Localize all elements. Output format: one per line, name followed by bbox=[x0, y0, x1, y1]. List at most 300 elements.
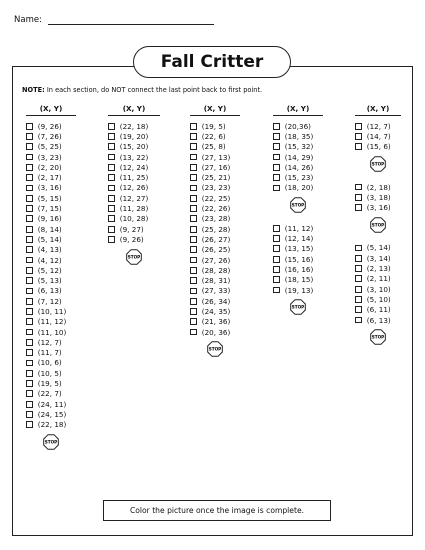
point-checkbox[interactable] bbox=[273, 266, 280, 273]
column-header: (X, Y) bbox=[273, 104, 323, 116]
point-item bbox=[190, 152, 240, 162]
point-label: (5, 25) bbox=[37, 142, 62, 152]
point-item bbox=[355, 142, 401, 152]
point-label: (27, 26) bbox=[201, 255, 231, 265]
stop-text: STOP bbox=[291, 202, 305, 208]
point-label: (19, 5) bbox=[37, 379, 62, 389]
point-checkbox[interactable] bbox=[108, 164, 115, 171]
point-label: (23, 28) bbox=[201, 214, 231, 224]
point-checkbox[interactable] bbox=[108, 133, 115, 140]
point-checkbox[interactable] bbox=[273, 174, 280, 181]
point-item bbox=[190, 162, 240, 172]
point-checkbox[interactable] bbox=[26, 205, 33, 212]
point-item bbox=[26, 358, 76, 368]
point-checkbox[interactable] bbox=[355, 204, 362, 211]
point-checkbox[interactable] bbox=[355, 317, 362, 324]
point-item bbox=[190, 234, 240, 244]
point-checkbox[interactable] bbox=[26, 174, 33, 181]
point-checkbox[interactable] bbox=[26, 380, 33, 387]
point-label: (11, 12) bbox=[284, 223, 314, 233]
point-item bbox=[273, 264, 323, 274]
stop-text: STOP bbox=[44, 439, 58, 445]
point-label: (14, 29) bbox=[284, 152, 314, 162]
point-checkbox[interactable] bbox=[190, 267, 197, 274]
point-checkbox[interactable] bbox=[108, 236, 115, 243]
point-item bbox=[273, 254, 323, 264]
point-item bbox=[273, 131, 323, 141]
point-checkbox[interactable] bbox=[108, 215, 115, 222]
point-label: (19, 20) bbox=[119, 131, 149, 141]
point-label: (25, 8) bbox=[201, 142, 226, 152]
point-item bbox=[355, 263, 401, 273]
point-label: (19, 13) bbox=[284, 285, 314, 295]
note-label: NOTE: bbox=[22, 86, 45, 94]
point-checkbox[interactable] bbox=[273, 287, 280, 294]
point-checkbox[interactable] bbox=[26, 339, 33, 346]
point-label: (3, 10) bbox=[366, 284, 391, 294]
point-label: (2, 13) bbox=[366, 264, 391, 274]
point-checkbox[interactable] bbox=[190, 143, 197, 150]
point-label: (9, 26) bbox=[119, 234, 144, 244]
point-item bbox=[26, 255, 76, 265]
point-checkbox[interactable] bbox=[108, 123, 115, 130]
point-label: (5, 13) bbox=[37, 276, 62, 286]
point-checkbox[interactable] bbox=[26, 195, 33, 202]
point-checkbox[interactable] bbox=[26, 226, 33, 233]
point-item bbox=[108, 183, 160, 193]
point-label: (25, 28) bbox=[201, 224, 231, 234]
point-item bbox=[108, 131, 160, 141]
point-checkbox[interactable] bbox=[26, 133, 33, 140]
point-item bbox=[26, 162, 76, 172]
point-label: (5, 10) bbox=[366, 294, 391, 304]
point-label: (5, 14) bbox=[37, 234, 62, 244]
point-checkbox[interactable] bbox=[190, 277, 197, 284]
point-checkbox[interactable] bbox=[26, 277, 33, 284]
stop-text: STOP bbox=[371, 161, 385, 167]
point-label: (20, 36) bbox=[201, 327, 231, 337]
point-checkbox[interactable] bbox=[26, 257, 33, 264]
point-label: (10, 5) bbox=[37, 368, 62, 378]
point-label: (9, 26) bbox=[37, 121, 62, 131]
point-item bbox=[355, 243, 401, 253]
point-label: (6, 13) bbox=[366, 315, 391, 325]
column-header: (X, Y) bbox=[190, 104, 240, 116]
point-checkbox[interactable] bbox=[108, 195, 115, 202]
point-checkbox[interactable] bbox=[26, 370, 33, 377]
point-label: (12, 27) bbox=[119, 193, 149, 203]
point-label: (21, 36) bbox=[201, 317, 231, 327]
point-label: (15, 20) bbox=[119, 142, 149, 152]
point-label: (22, 26) bbox=[201, 204, 231, 214]
point-checkbox[interactable] bbox=[26, 143, 33, 150]
point-label: (15, 16) bbox=[284, 254, 314, 264]
point-checkbox[interactable] bbox=[26, 236, 33, 243]
point-item bbox=[190, 172, 240, 182]
stop-sign-icon bbox=[370, 217, 386, 233]
point-checkbox[interactable] bbox=[273, 245, 280, 252]
point-checkbox[interactable] bbox=[355, 143, 362, 150]
point-label: (18, 20) bbox=[284, 183, 314, 193]
point-label: (22, 7) bbox=[37, 389, 62, 399]
point-label: (3, 18) bbox=[366, 192, 391, 202]
point-checkbox[interactable] bbox=[190, 164, 197, 171]
point-label: (4, 13) bbox=[37, 245, 62, 255]
point-label: (18, 15) bbox=[284, 275, 314, 285]
point-label: (4, 12) bbox=[37, 255, 62, 265]
point-item bbox=[26, 265, 76, 275]
point-item bbox=[273, 172, 323, 182]
point-checkbox[interactable] bbox=[108, 185, 115, 192]
point-label: (28, 31) bbox=[201, 276, 231, 286]
point-label: (2, 17) bbox=[37, 173, 62, 183]
point-checkbox[interactable] bbox=[190, 154, 197, 161]
point-checkbox[interactable] bbox=[108, 154, 115, 161]
point-label: (19, 5) bbox=[201, 121, 226, 131]
point-label: (12, 26) bbox=[119, 183, 149, 193]
stop-sign-icon bbox=[370, 156, 386, 172]
point-checkbox[interactable] bbox=[355, 194, 362, 201]
point-item bbox=[26, 327, 76, 337]
point-checkbox[interactable] bbox=[273, 123, 280, 130]
point-checkbox[interactable] bbox=[190, 298, 197, 305]
point-label: (3, 14) bbox=[366, 253, 391, 263]
point-item bbox=[26, 183, 76, 193]
point-item bbox=[190, 203, 240, 213]
point-item bbox=[355, 192, 401, 202]
point-label: (27, 13) bbox=[201, 152, 231, 162]
point-item bbox=[273, 183, 323, 193]
point-item bbox=[190, 317, 240, 327]
column-2 bbox=[108, 104, 160, 267]
point-checkbox[interactable] bbox=[26, 421, 33, 428]
point-checkbox[interactable] bbox=[26, 246, 33, 253]
note bbox=[22, 86, 262, 94]
point-item bbox=[26, 296, 76, 306]
point-checkbox[interactable] bbox=[108, 143, 115, 150]
column-3 bbox=[190, 104, 240, 359]
point-item bbox=[355, 294, 401, 304]
point-checkbox[interactable] bbox=[355, 255, 362, 262]
point-item bbox=[355, 131, 401, 141]
point-item bbox=[26, 203, 76, 213]
point-item bbox=[26, 121, 76, 131]
name-line[interactable] bbox=[48, 24, 214, 25]
point-label: (7, 12) bbox=[37, 296, 62, 306]
point-item bbox=[190, 183, 240, 193]
point-item bbox=[190, 255, 240, 265]
point-label: (24, 35) bbox=[201, 306, 231, 316]
point-checkbox[interactable] bbox=[355, 286, 362, 293]
point-checkbox[interactable] bbox=[355, 133, 362, 140]
point-item bbox=[273, 244, 323, 254]
point-item bbox=[26, 399, 76, 409]
point-label: (26, 34) bbox=[201, 296, 231, 306]
point-item bbox=[26, 348, 76, 358]
point-item bbox=[273, 142, 323, 152]
point-label: (23, 23) bbox=[201, 183, 231, 193]
point-item bbox=[26, 172, 76, 182]
point-item bbox=[26, 275, 76, 285]
point-checkbox[interactable] bbox=[26, 318, 33, 325]
point-label: (16, 16) bbox=[284, 264, 314, 274]
point-item bbox=[26, 234, 76, 244]
point-item bbox=[190, 214, 240, 224]
point-item bbox=[26, 193, 76, 203]
point-label: (10, 28) bbox=[119, 214, 149, 224]
point-checkbox[interactable] bbox=[190, 205, 197, 212]
point-checkbox[interactable] bbox=[273, 154, 280, 161]
point-item bbox=[26, 378, 76, 388]
column-header: (X, Y) bbox=[26, 104, 76, 116]
point-checkbox[interactable] bbox=[355, 265, 362, 272]
point-item bbox=[190, 224, 240, 234]
stop-sign-icon bbox=[207, 341, 223, 357]
point-checkbox[interactable] bbox=[108, 226, 115, 233]
point-item bbox=[355, 274, 401, 284]
point-checkbox[interactable] bbox=[190, 288, 197, 295]
point-checkbox[interactable] bbox=[108, 174, 115, 181]
stop-text: STOP bbox=[371, 334, 385, 340]
point-checkbox[interactable] bbox=[26, 390, 33, 397]
point-item bbox=[355, 305, 401, 315]
point-item bbox=[108, 142, 160, 152]
point-item bbox=[26, 306, 76, 316]
point-label: (27, 33) bbox=[201, 286, 231, 296]
point-label: (11, 7) bbox=[37, 348, 62, 358]
point-item bbox=[108, 203, 160, 213]
point-checkbox[interactable] bbox=[355, 245, 362, 252]
point-checkbox[interactable] bbox=[190, 215, 197, 222]
point-checkbox[interactable] bbox=[26, 329, 33, 336]
note-text: In each section, do NOT connect the last point back to first point. bbox=[44, 86, 263, 94]
column-1 bbox=[26, 104, 76, 452]
point-label: (11, 25) bbox=[119, 173, 149, 183]
point-item bbox=[26, 152, 76, 162]
point-item bbox=[190, 275, 240, 285]
point-item bbox=[26, 142, 76, 152]
point-checkbox[interactable] bbox=[190, 133, 197, 140]
point-item bbox=[190, 265, 240, 275]
point-item bbox=[26, 337, 76, 347]
point-item bbox=[190, 193, 240, 203]
stop-text: STOP bbox=[371, 222, 385, 228]
point-item bbox=[108, 172, 160, 182]
point-checkbox[interactable] bbox=[190, 226, 197, 233]
point-checkbox[interactable] bbox=[273, 185, 280, 192]
stop-sign-icon bbox=[126, 249, 142, 265]
point-label: (12, 14) bbox=[284, 234, 314, 244]
point-label: (5, 15) bbox=[37, 193, 62, 203]
point-label: (2, 20) bbox=[37, 162, 62, 172]
point-label: (13, 15) bbox=[284, 244, 314, 254]
point-item bbox=[108, 121, 160, 131]
point-label: (24, 11) bbox=[37, 399, 67, 409]
point-label: (28, 28) bbox=[201, 265, 231, 275]
point-checkbox[interactable] bbox=[273, 225, 280, 232]
point-label: (3, 16) bbox=[37, 183, 62, 193]
point-label: (7, 15) bbox=[37, 204, 62, 214]
point-label: (15, 32) bbox=[284, 142, 314, 152]
point-item bbox=[273, 162, 323, 172]
point-label: (25, 21) bbox=[201, 173, 231, 183]
point-item bbox=[26, 224, 76, 234]
point-item bbox=[273, 233, 323, 243]
point-label: (12, 7) bbox=[366, 121, 391, 131]
point-item bbox=[26, 131, 76, 141]
point-item bbox=[26, 245, 76, 255]
point-item bbox=[108, 214, 160, 224]
point-checkbox[interactable] bbox=[190, 257, 197, 264]
name-label: Name: bbox=[14, 15, 42, 25]
stop-sign-icon bbox=[290, 299, 306, 315]
point-label: (5, 12) bbox=[37, 265, 62, 275]
point-item bbox=[273, 275, 323, 285]
point-label: (5, 14) bbox=[366, 243, 391, 253]
point-label: (12, 7) bbox=[37, 337, 62, 347]
stop-text: STOP bbox=[291, 304, 305, 310]
point-item bbox=[190, 296, 240, 306]
point-checkbox[interactable] bbox=[190, 236, 197, 243]
point-item bbox=[355, 182, 401, 192]
point-checkbox[interactable] bbox=[273, 164, 280, 171]
point-checkbox[interactable] bbox=[26, 411, 33, 418]
point-label: (13, 22) bbox=[119, 152, 149, 162]
point-label: (8, 14) bbox=[37, 224, 62, 234]
point-checkbox[interactable] bbox=[26, 185, 33, 192]
point-checkbox[interactable] bbox=[355, 306, 362, 313]
stop-text: STOP bbox=[127, 254, 141, 260]
point-checkbox[interactable] bbox=[190, 329, 197, 336]
point-label: (18, 35) bbox=[284, 131, 314, 141]
point-item bbox=[355, 121, 401, 131]
page-title: Fall Critter bbox=[160, 52, 264, 72]
point-item bbox=[355, 202, 401, 212]
point-item bbox=[26, 409, 76, 419]
point-label: (6, 11) bbox=[366, 305, 391, 315]
point-item bbox=[26, 286, 76, 296]
point-label: (27, 16) bbox=[201, 162, 231, 172]
point-label: (7, 26) bbox=[37, 131, 62, 141]
point-item bbox=[355, 253, 401, 263]
point-item bbox=[190, 306, 240, 316]
point-item bbox=[273, 223, 323, 233]
column-4 bbox=[273, 104, 323, 317]
point-item bbox=[273, 285, 323, 295]
point-label: (11, 28) bbox=[119, 204, 149, 214]
point-checkbox[interactable] bbox=[190, 185, 197, 192]
point-label: (12, 24) bbox=[119, 162, 149, 172]
point-checkbox[interactable] bbox=[190, 195, 197, 202]
point-checkbox[interactable] bbox=[26, 308, 33, 315]
point-item bbox=[108, 193, 160, 203]
point-item bbox=[190, 142, 240, 152]
point-checkbox[interactable] bbox=[190, 246, 197, 253]
point-checkbox[interactable] bbox=[273, 276, 280, 283]
point-checkbox[interactable] bbox=[26, 401, 33, 408]
title-box bbox=[133, 46, 291, 78]
point-label: (9, 16) bbox=[37, 214, 62, 224]
point-item bbox=[26, 389, 76, 399]
point-label: (26, 27) bbox=[201, 234, 231, 244]
point-label: (11, 10) bbox=[37, 327, 67, 337]
column-header: (X, Y) bbox=[108, 104, 160, 116]
point-checkbox[interactable] bbox=[190, 308, 197, 315]
point-checkbox[interactable] bbox=[26, 123, 33, 130]
point-item bbox=[26, 368, 76, 378]
point-label: (3, 16) bbox=[366, 203, 391, 213]
point-checkbox[interactable] bbox=[26, 154, 33, 161]
point-item bbox=[190, 121, 240, 131]
point-label: (22, 25) bbox=[201, 193, 231, 203]
point-label: (24, 15) bbox=[37, 409, 67, 419]
point-label: (2, 18) bbox=[366, 182, 391, 192]
point-checkbox[interactable] bbox=[26, 164, 33, 171]
point-label: (22, 6) bbox=[201, 131, 226, 141]
point-label: (11, 12) bbox=[37, 317, 67, 327]
point-checkbox[interactable] bbox=[26, 267, 33, 274]
point-checkbox[interactable] bbox=[26, 215, 33, 222]
point-checkbox[interactable] bbox=[26, 288, 33, 295]
point-checkbox[interactable] bbox=[26, 349, 33, 356]
point-label: (2, 11) bbox=[366, 274, 391, 284]
point-label: (22, 18) bbox=[119, 121, 149, 131]
stop-sign-icon bbox=[43, 434, 59, 450]
point-item bbox=[108, 234, 160, 244]
point-label: (10, 6) bbox=[37, 358, 62, 368]
point-label: (3, 23) bbox=[37, 152, 62, 162]
point-checkbox[interactable] bbox=[26, 298, 33, 305]
column-5 bbox=[355, 104, 401, 347]
point-item bbox=[108, 162, 160, 172]
point-item bbox=[273, 121, 323, 131]
point-checkbox[interactable] bbox=[273, 235, 280, 242]
point-checkbox[interactable] bbox=[190, 123, 197, 130]
point-item bbox=[108, 224, 160, 234]
stop-sign-icon bbox=[290, 197, 306, 213]
point-checkbox[interactable] bbox=[273, 143, 280, 150]
point-checkbox[interactable] bbox=[355, 296, 362, 303]
point-item bbox=[190, 131, 240, 141]
point-checkbox[interactable] bbox=[355, 123, 362, 130]
footer-instruction: Color the picture once the image is complete. bbox=[103, 500, 331, 521]
point-item bbox=[26, 317, 76, 327]
point-checkbox[interactable] bbox=[108, 205, 115, 212]
point-label: (15, 6) bbox=[366, 142, 391, 152]
point-label: (14, 26) bbox=[284, 162, 314, 172]
point-checkbox[interactable] bbox=[190, 174, 197, 181]
point-checkbox[interactable] bbox=[273, 256, 280, 263]
point-label: (22, 18) bbox=[37, 420, 67, 430]
point-label: (9, 27) bbox=[119, 224, 144, 234]
point-item bbox=[26, 420, 76, 430]
point-checkbox[interactable] bbox=[26, 360, 33, 367]
point-label: (14, 7) bbox=[366, 131, 391, 141]
point-checkbox[interactable] bbox=[355, 275, 362, 282]
point-label: (6, 13) bbox=[37, 286, 62, 296]
point-checkbox[interactable] bbox=[355, 184, 362, 191]
point-item bbox=[190, 245, 240, 255]
point-item bbox=[26, 214, 76, 224]
point-item bbox=[355, 284, 401, 294]
point-checkbox[interactable] bbox=[190, 318, 197, 325]
point-item bbox=[273, 152, 323, 162]
point-label: (20,36) bbox=[284, 121, 311, 131]
stop-text: STOP bbox=[208, 346, 222, 352]
point-checkbox[interactable] bbox=[273, 133, 280, 140]
stop-sign-icon bbox=[370, 329, 386, 345]
point-item bbox=[108, 152, 160, 162]
